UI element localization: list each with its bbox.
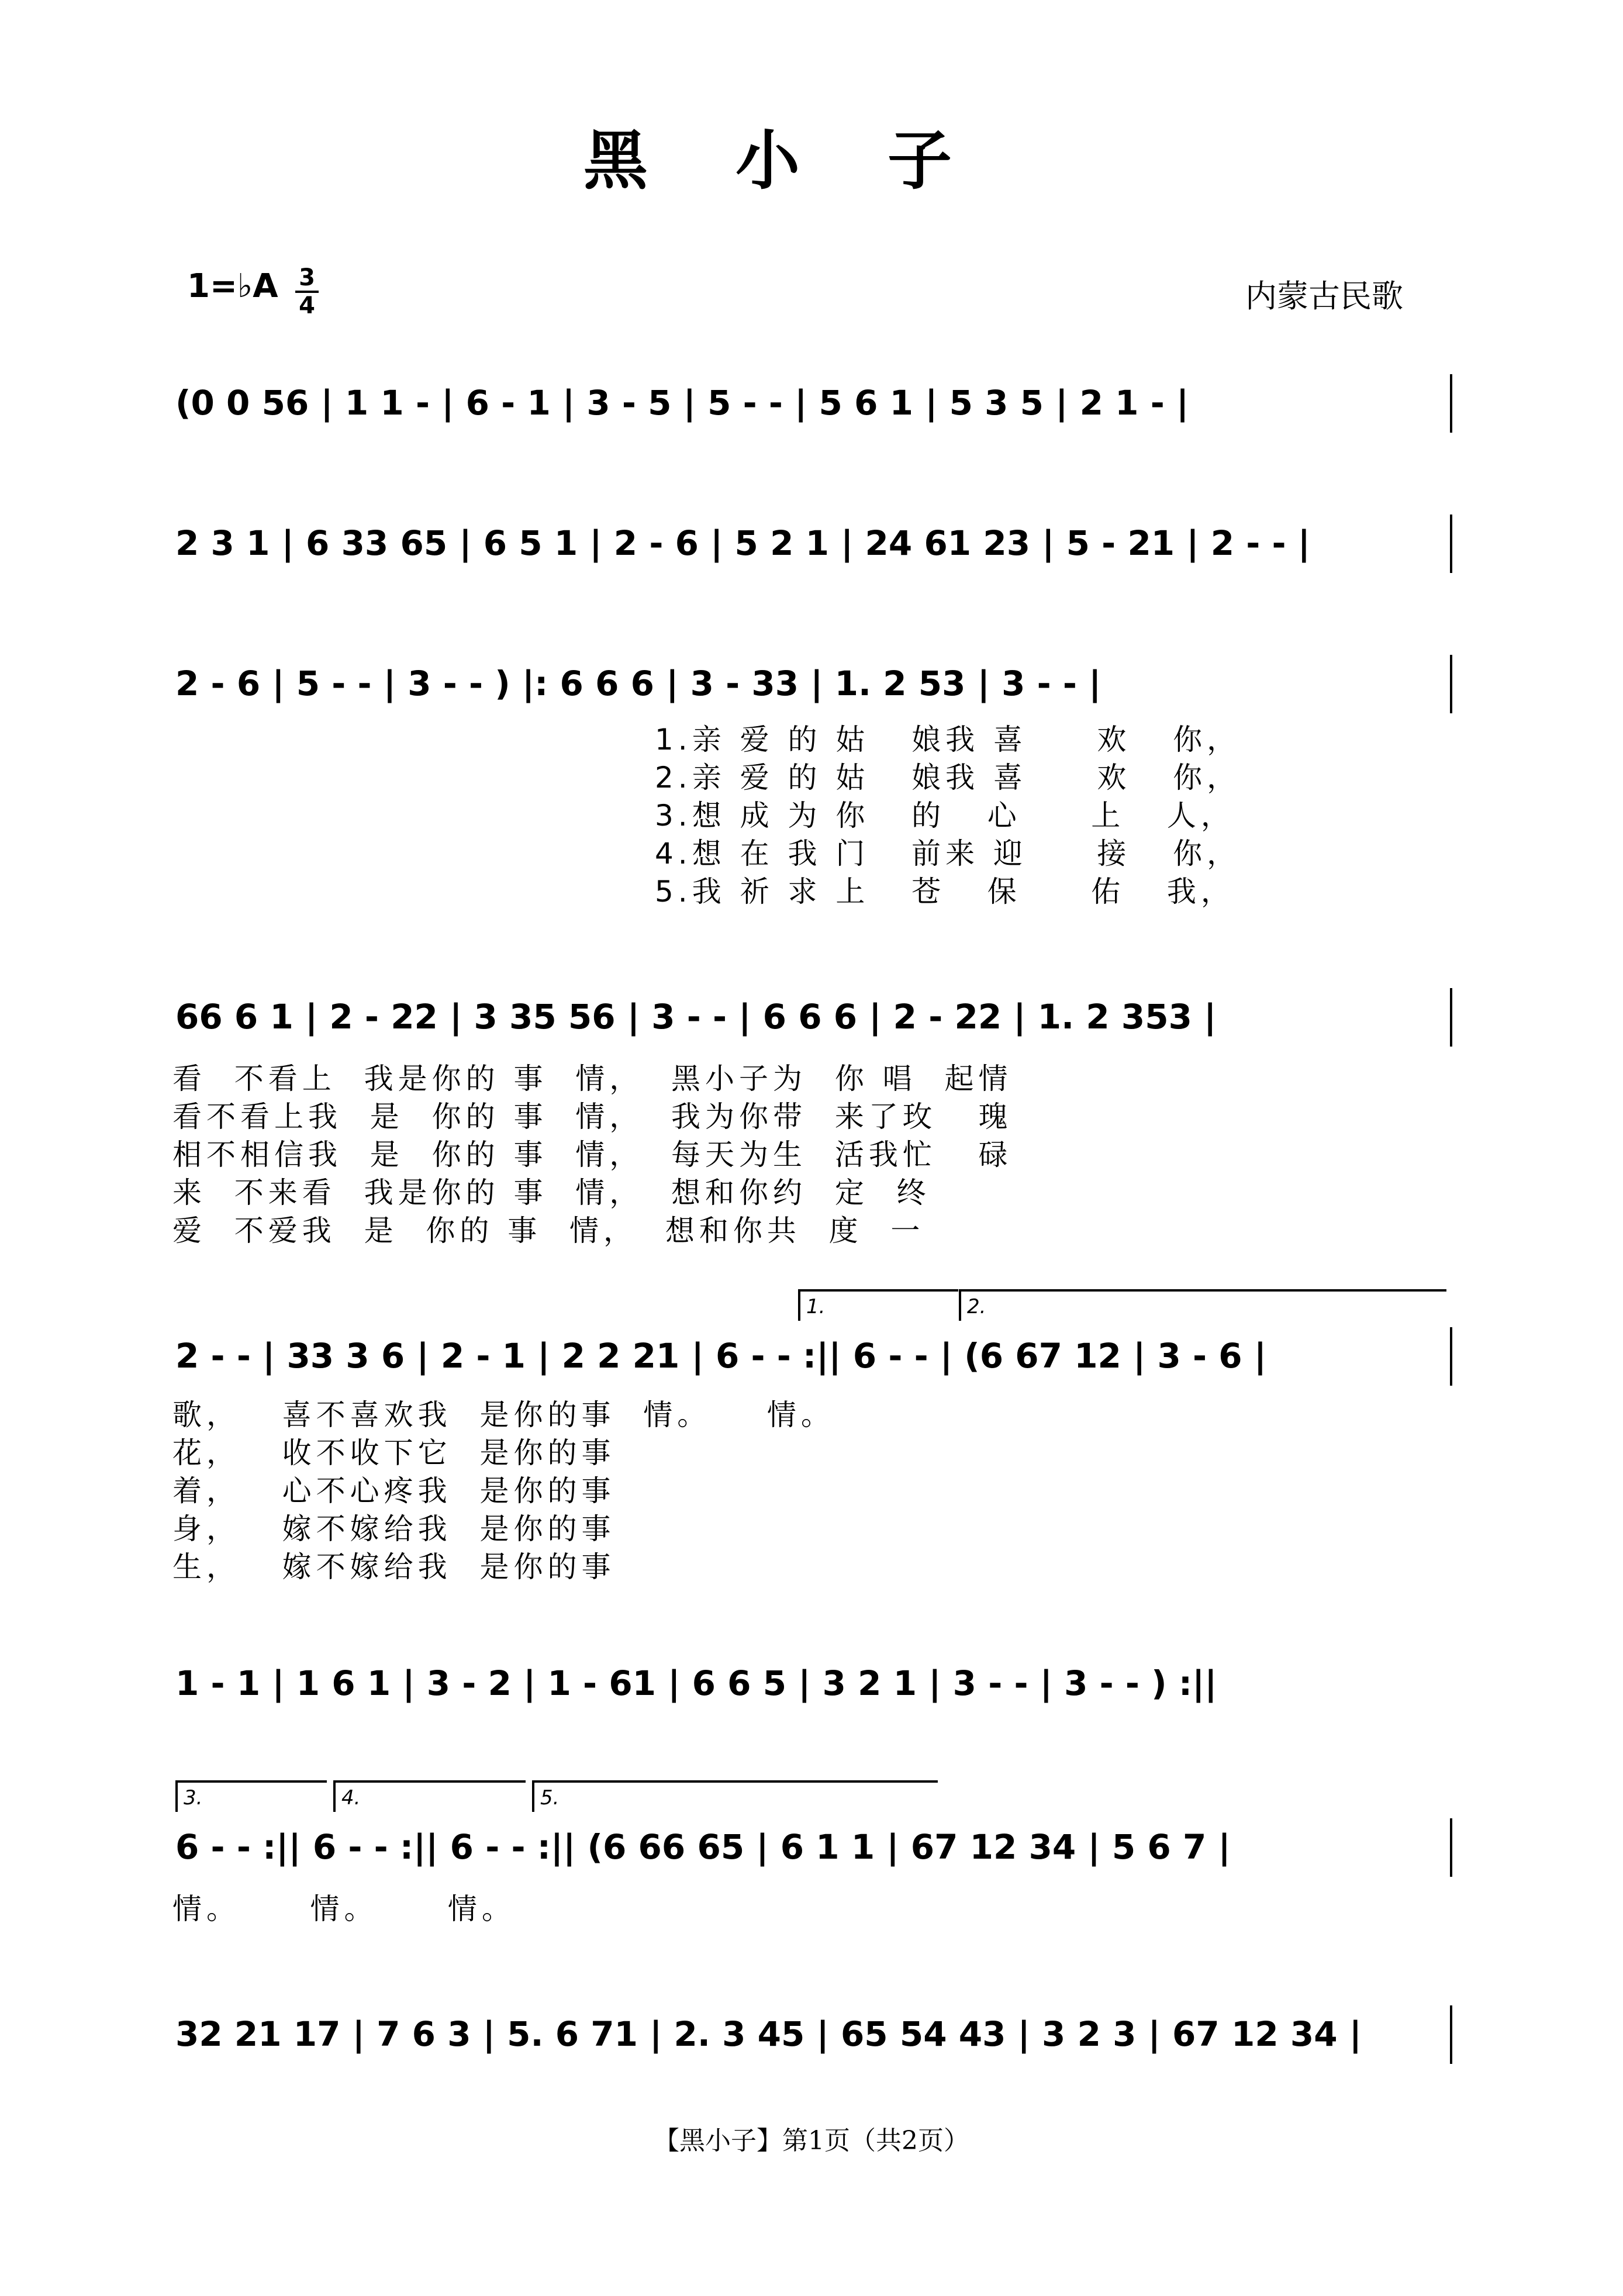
meter-numerator: 3 xyxy=(295,266,319,293)
volta-3: 3. xyxy=(175,1780,327,1812)
notes-1: (0 0 56 | 1 1 - | 6 - 1 | 3 - 5 | 5 - - | 5 6 1 | 5 3 5 | 2 1 - | xyxy=(175,383,1189,423)
verse-a-5: 5.我 祈 求 上 苍 保 佑 我， xyxy=(655,875,1235,909)
page-footer: 【黑小子】第1页（共2页） xyxy=(654,2126,969,2156)
notation-line-2 xyxy=(0,515,1623,585)
verse-b-5: 爱 不爱我 是 你的 事 情， 想和你共 度 一 xyxy=(172,1214,925,1248)
notes-4: 66 6 1 | 2 - 22 | 3 35 56 | 3 - - | 6 6 6 | 2 - 22 | 1. 2 353 | xyxy=(175,997,1217,1037)
verse-c-1: 歌， 喜不喜欢我 是你的事 情。 情。 xyxy=(172,1398,835,1432)
notation-line-6 xyxy=(0,1655,1623,1725)
barline xyxy=(1450,655,1452,713)
notation-line-8 xyxy=(0,2005,1623,2076)
notation-line-4 xyxy=(0,988,1623,1058)
barline xyxy=(1450,988,1452,1047)
verse-a-2: 2.亲 爱 的 姑 娘我 喜 欢 你， xyxy=(655,761,1241,795)
song-origin: 内蒙古民歌 xyxy=(1245,278,1403,315)
notes-5: 2 - - | 33 3 6 | 2 - 1 | 2 2 21 | 6 - - :|| 6 - - | (6 67 12 | 3 - 6 | xyxy=(175,1336,1267,1376)
verse-a-4: 4.想 在 我 门 前来 迎 接 你， xyxy=(655,837,1241,871)
notes-6: 1 - 1 | 1 6 1 | 3 - 2 | 1 - 61 | 6 6 5 | 3 2 1 | 3 - - | 3 - - ) :|| xyxy=(175,1663,1217,1703)
verse-b-3: 相不相信我 是 你的 事 情， 每天为生 活我忙 碌 xyxy=(172,1138,1013,1172)
time-signature xyxy=(295,266,319,317)
barline xyxy=(1450,1818,1452,1877)
meter-denominator: 4 xyxy=(299,292,315,319)
barline xyxy=(1450,515,1452,573)
notation-line-7 xyxy=(0,1818,1623,1888)
verse-c-2: 花， 收不收下它 是你的事 xyxy=(172,1436,616,1470)
verse-a-3: 3.想 成 为 你 的 心 上 人， xyxy=(655,799,1235,833)
verse-c-4: 身， 嫁不嫁给我 是你的事 xyxy=(172,1512,616,1546)
verse-b-1: 看 不看上 我是你的 事 情， 黑小子为 你 唱 起情 xyxy=(172,1062,1013,1096)
verse-c-5: 生， 嫁不嫁给我 是你的事 xyxy=(172,1550,616,1584)
verse-b-2: 看不看上我 是 你的 事 情， 我为你带 来了玫 瑰 xyxy=(172,1100,1013,1134)
notation-line-3 xyxy=(0,655,1623,725)
verse-b-4: 来 不来看 我是你的 事 情， 想和你约 定 终 xyxy=(172,1176,931,1210)
verse-c-3: 着， 心不心疼我 是你的事 xyxy=(172,1474,616,1508)
barline xyxy=(1450,374,1452,433)
page-title: 黑小子 xyxy=(583,123,1040,198)
volta-2: 2. xyxy=(959,1289,1446,1321)
notes-3: 2 - 6 | 5 - - | 3 - - ) |: 6 6 6 | 3 - 33 | 1. 2 53 | 3 - - | xyxy=(175,664,1101,703)
notation-line-5 xyxy=(0,1327,1623,1397)
key-signature: 1=♭A xyxy=(187,267,278,305)
volta-1: 1. xyxy=(798,1289,958,1321)
notes-8: 32 21 17 | 7 6 3 | 5. 6 71 | 2. 3 45 | 65 54 43 | 3 2 3 | 67 12 34 | xyxy=(175,2014,1362,2054)
notes-7: 6 - - :|| 6 - - :|| 6 - - :|| (6 66 65 | 6 1 1 | 67 12 34 | 5 6 7 | xyxy=(175,1827,1231,1867)
notation-line-1 xyxy=(0,374,1623,444)
notes-2: 2 3 1 | 6 33 65 | 6 5 1 | 2 - 6 | 5 2 1 | 24 61 23 | 5 - 21 | 2 - - | xyxy=(175,523,1310,563)
verse-a-1: 1.亲 爱 的 姑 娘我 喜 欢 你， xyxy=(655,723,1241,757)
volta-5: 5. xyxy=(532,1780,938,1812)
verse-d: 情。 情。 情。 xyxy=(172,1892,516,1926)
barline xyxy=(1450,2005,1452,2064)
barline xyxy=(1450,1327,1452,1386)
volta-4: 4. xyxy=(333,1780,526,1812)
